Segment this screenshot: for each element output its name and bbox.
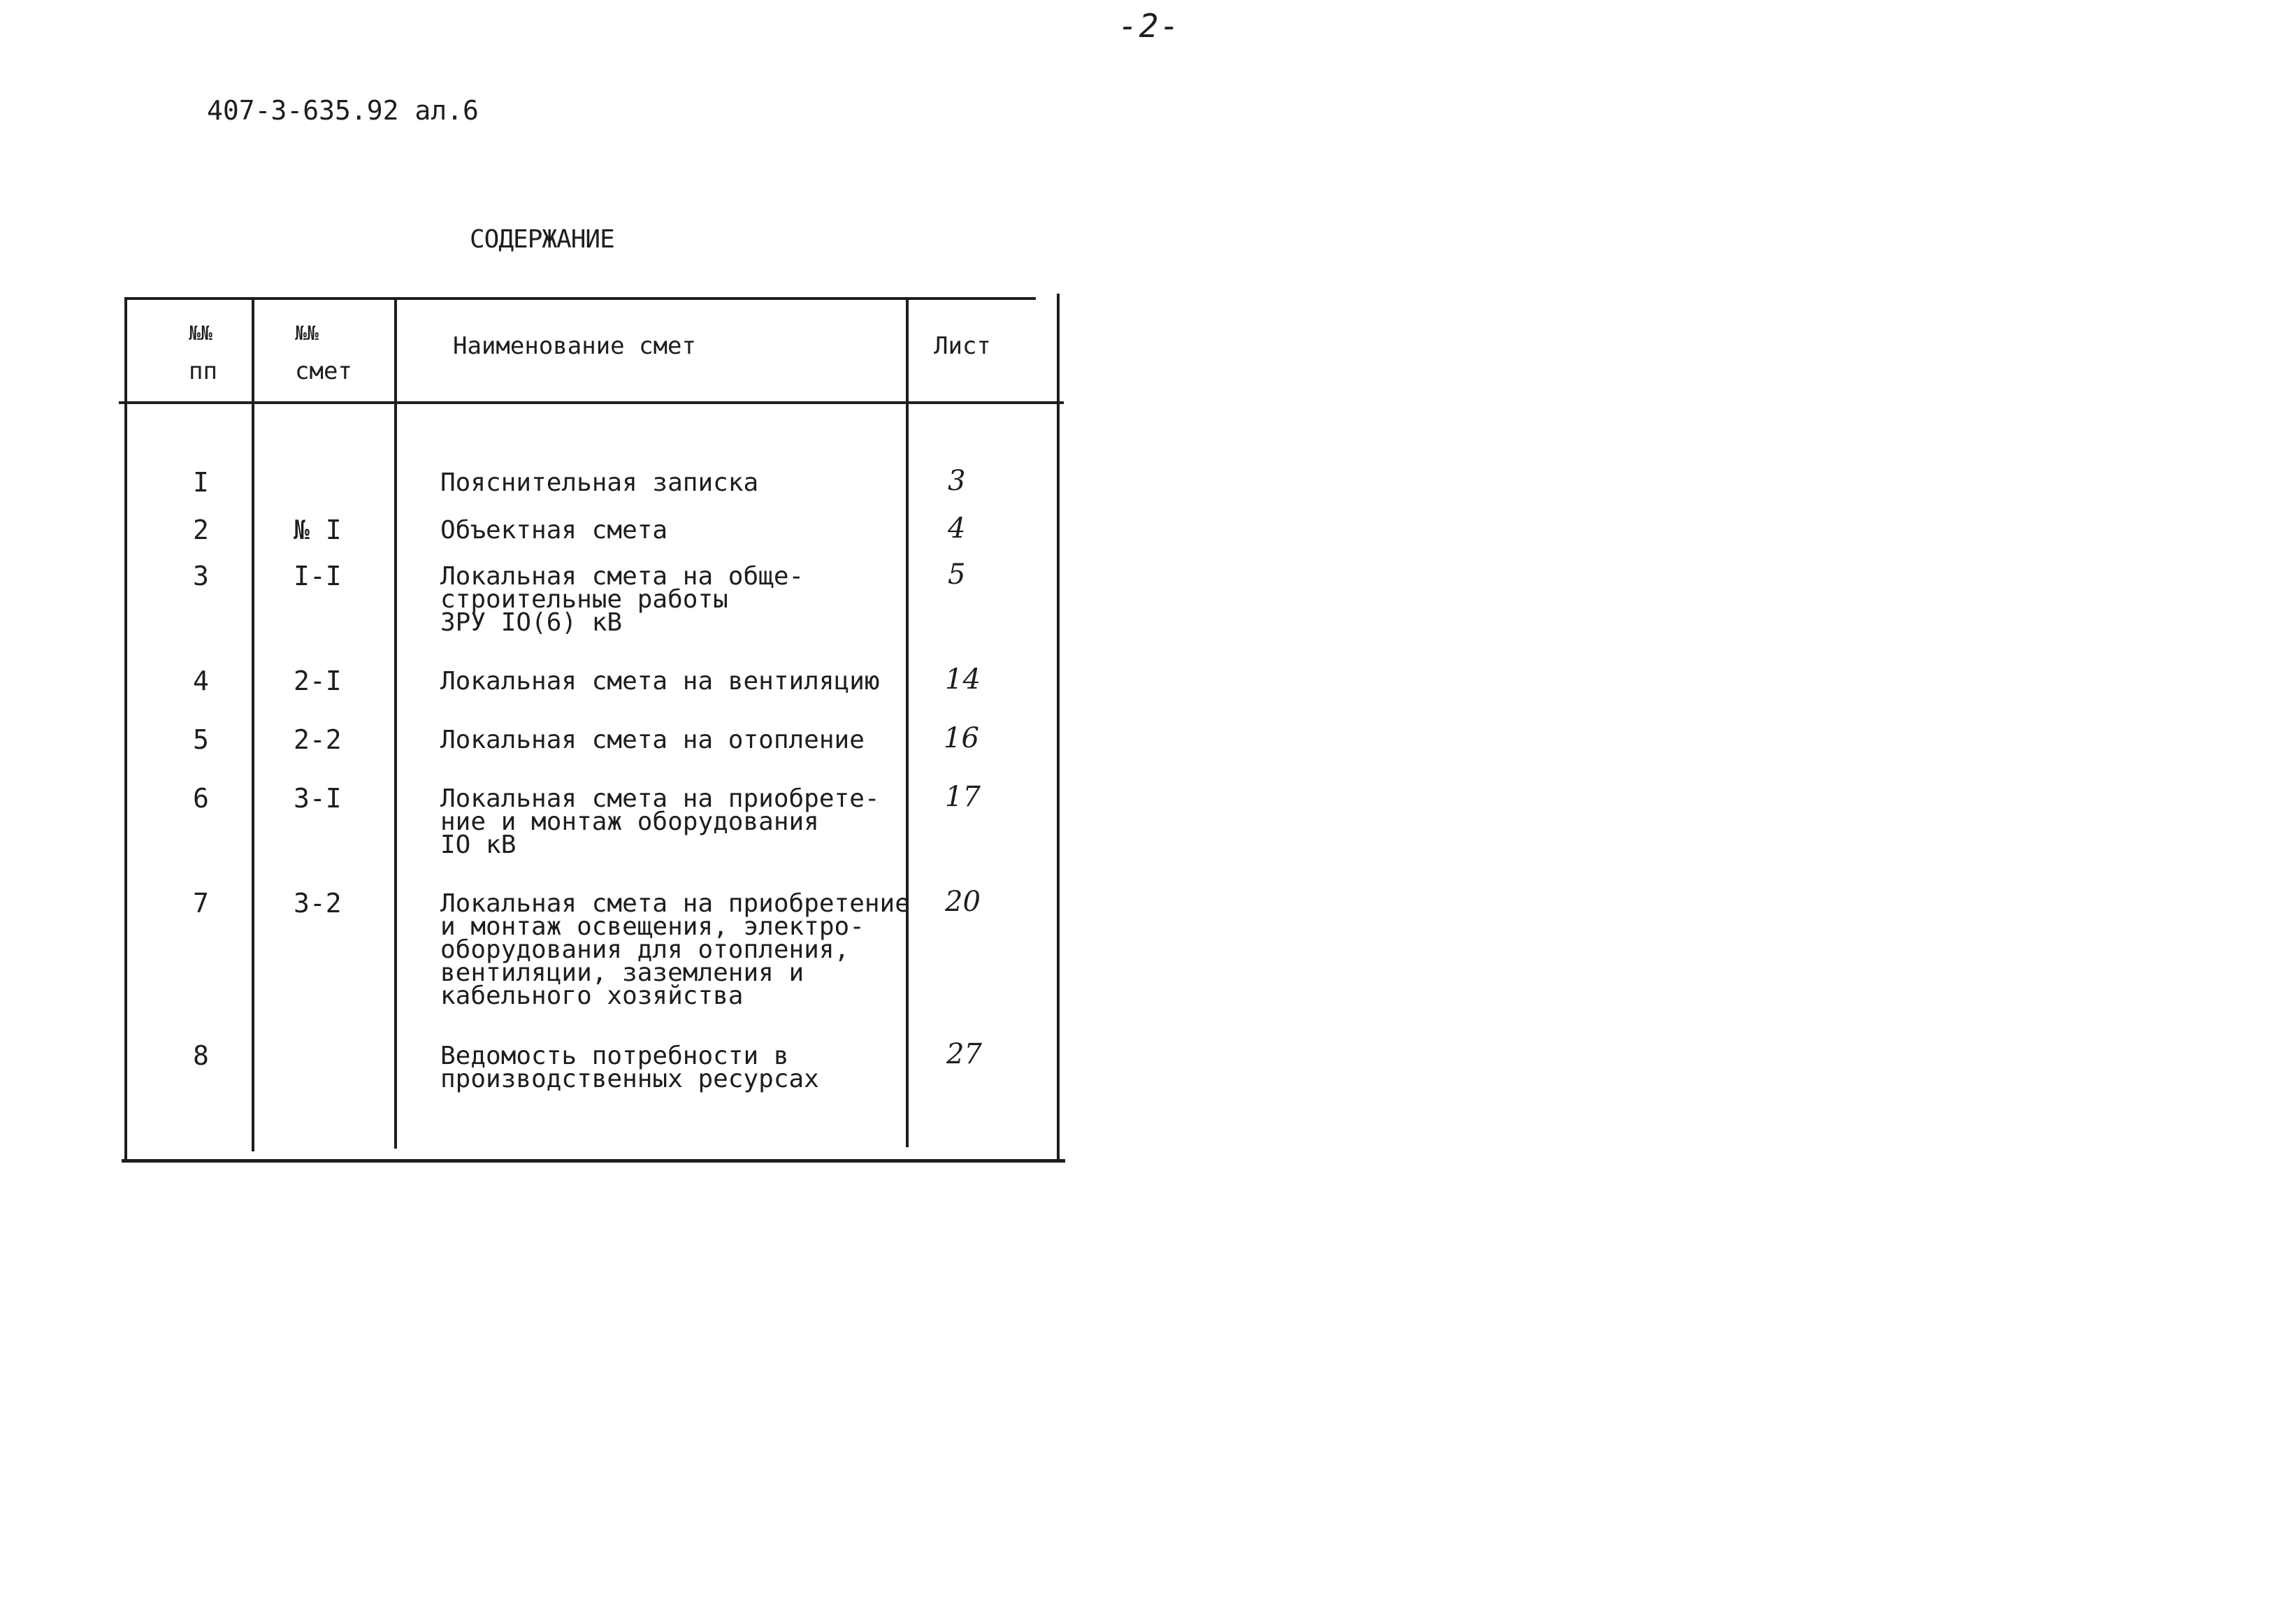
table-left-border	[124, 297, 127, 1161]
row-1-sheet: 3	[948, 465, 966, 497]
row-7-pp: 7	[193, 888, 209, 919]
table-bottom-border	[122, 1159, 1065, 1163]
row-6-name: Локальная смета на приобрете- ние и монтаж оборудования IO кВ	[440, 784, 880, 859]
column-divider-1	[252, 297, 254, 1151]
row-4-pp: 4	[193, 666, 209, 696]
row-7-name: Локальная смета на приобретение и монтаж освещения, электро- оборудования для отопления, вентиляции, заземления и кабельного хозяйства	[440, 889, 910, 1010]
row-5-code: 2-2	[294, 724, 342, 755]
row-4-sheet: 14	[945, 663, 981, 696]
row-7-code: 3-2	[294, 888, 342, 919]
toc-title: СОДЕРЖАНИЕ	[470, 225, 614, 254]
row-4-code: 2-I	[294, 666, 342, 696]
row-8-sheet: 27	[946, 1038, 982, 1070]
row-2-name: Объектная смета	[440, 516, 668, 545]
row-5-pp: 5	[193, 724, 209, 755]
column-divider-2	[394, 297, 397, 1149]
document-code: 407-3-635.92 ал.6	[207, 95, 479, 126]
row-1-name: Пояснительная записка	[440, 468, 759, 497]
row-6-pp: 6	[193, 783, 209, 814]
page-number: -2-	[1118, 7, 1181, 45]
header-estimate-code: №№ смет	[295, 322, 352, 385]
row-2-pp: 2	[193, 515, 209, 545]
row-3-pp: 3	[193, 561, 209, 591]
row-5-name: Локальная смета на отопление	[440, 726, 865, 754]
row-8-name: Ведомость потребности в производственных ресурсах	[440, 1042, 819, 1093]
row-8-pp: 8	[193, 1040, 209, 1071]
table-right-border	[1057, 294, 1060, 1160]
row-1-pp: I	[193, 467, 209, 498]
header-pp: №№ пп	[189, 322, 217, 385]
table-top-border	[124, 297, 1036, 300]
row-5-sheet: 16	[944, 722, 979, 754]
header-estimate-name: Наименование смет	[453, 332, 696, 360]
header-sheet: Лист	[934, 332, 991, 360]
row-3-code: I-I	[294, 561, 342, 591]
row-7-sheet: 20	[945, 886, 981, 918]
row-4-name: Локальная смета на вентиляцию	[440, 667, 880, 696]
row-6-code: 3-I	[294, 783, 342, 814]
header-bottom-border	[119, 401, 1064, 404]
column-divider-3	[906, 297, 909, 1147]
row-3-sheet: 5	[948, 559, 966, 591]
row-2-code: № I	[294, 515, 342, 545]
row-2-sheet: 4	[948, 512, 966, 545]
row-6-sheet: 17	[945, 781, 981, 813]
row-3-name: Локальная смета на обще- строительные работы ЗРУ IO(6) кВ	[440, 562, 804, 637]
